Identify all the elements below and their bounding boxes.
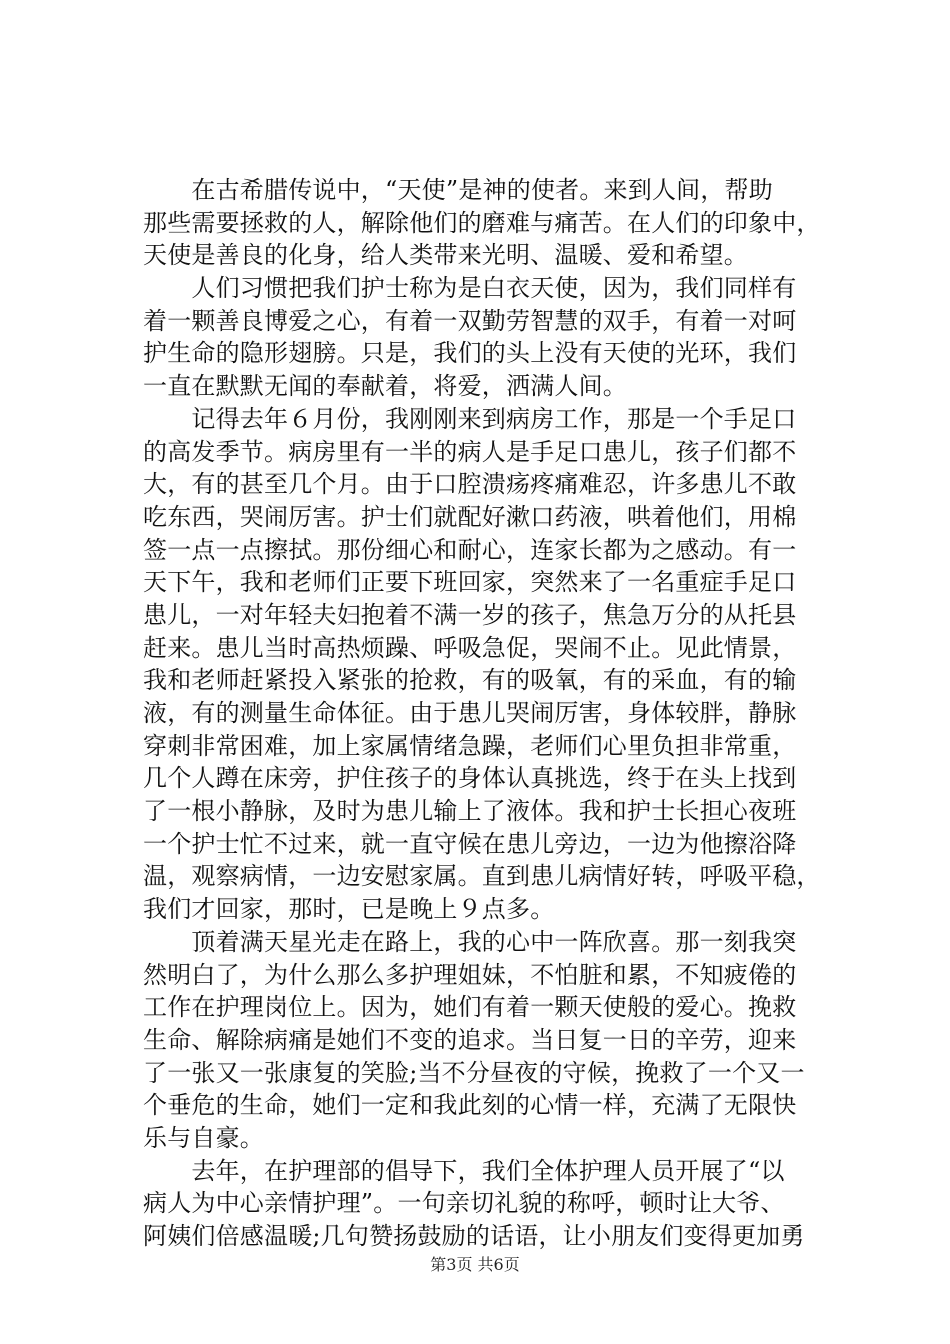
- text-line: 病人为中心亲情护理”。一句亲切礼貌的称呼，顿时让大爷、: [143, 1189, 785, 1218]
- text-line: 穿刺非常困难，加上家属情绪急躁，老师们心里负担非常重，: [143, 731, 797, 760]
- text-line: 工作在护理岗位上。因为，她们有着一颗天使般的爱心。挽救: [143, 993, 797, 1022]
- text-line: 赶来。患儿当时高热烦躁、呼吸急促，哭闹不止。见此情景，: [143, 633, 797, 662]
- text-line: 乐与自豪。: [143, 1123, 264, 1152]
- text-line: 天下午，我和老师们正要下班回家，突然来了一名重症手足口: [143, 568, 797, 597]
- text-line: 签一点一点擦拭。那份细心和耐心，连家长都为之感动。有一: [143, 535, 797, 564]
- text-line: 人们习惯把我们护士称为是白衣天使，因为，我们同样有: [143, 274, 797, 303]
- text-line: 大，有的甚至几个月。由于口腔溃疡疼痛难忍，许多患儿不敢: [143, 470, 797, 499]
- text-line: 天使是善良的化身，给人类带来光明、温暖、爱和希望。: [143, 241, 748, 270]
- text-line: 一直在默默无闻的奉献着，将爱，洒满人间。: [143, 372, 627, 401]
- text-line: 几个人蹲在床旁，护住孩子的身体认真挑选，终于在头上找到: [143, 764, 797, 793]
- text-line: 我们才回家，那时，已是晚上９点多。: [143, 895, 555, 924]
- text-line: 然明白了，为什么那么多护理姐妹，不怕脏和累，不知疲倦的: [143, 960, 797, 989]
- text-line: 一个护士忙不过来，就一直守候在患儿旁边，一边为他擦浴降: [143, 829, 797, 858]
- text-line: 我和老师赶紧投入紧张的抢救，有的吸氧，有的采血，有的输: [143, 666, 797, 695]
- text-line: 去年，在护理部的倡导下，我们全体护理人员开展了“以: [143, 1156, 785, 1185]
- text-line: 的高发季节。病房里有一半的病人是手足口患儿，孩子们都不: [143, 437, 797, 466]
- text-line: 了一张又一张康复的笑脸;当不分昼夜的守候，挽救了一个又一: [143, 1058, 805, 1087]
- text-line: 在古希腊传说中，“天使”是神的使者。来到人间，帮助: [143, 176, 773, 204]
- text-line: 生命、解除病痛是她们不变的追求。当日复一日的辛劳，迎来: [143, 1025, 797, 1054]
- text-line: 吃东西，哭闹厉害。护士们就配好漱口药液，哄着他们，用棉: [143, 502, 797, 531]
- text-line: 护生命的隐形翅膀。只是，我们的头上没有天使的光环，我们: [143, 339, 797, 368]
- text-line: 温，观察病情，一边安慰家属。直到患儿病情好转，呼吸平稳，: [143, 862, 821, 891]
- text-line: 个垂危的生命，她们一定和我此刻的心情一样，充满了无限快: [143, 1091, 797, 1120]
- page-number: 第3页 共6页: [430, 1255, 520, 1274]
- text-line: 那些需要拯救的人，解除他们的磨难与痛苦。在人们的印象中，: [143, 208, 821, 237]
- body-text: [143, 174, 821, 1253]
- text-line: 着一颗善良博爱之心，有着一双勤劳智慧的双手，有着一对呵: [143, 306, 797, 335]
- text-line: 顶着满天星光走在路上，我的心中一阵欣喜。那一刻我突: [143, 927, 797, 956]
- text-line: 患儿，一对年轻夫妇抱着不满一岁的孩子，焦急万分的从托县: [143, 600, 797, 629]
- text-line: 记得去年６月份，我刚刚来到病房工作，那是一个手足口: [143, 404, 797, 433]
- text-line: 了一根小静脉，及时为患儿输上了液体。我和护士长担心夜班: [143, 797, 797, 826]
- text-line: 阿姨们倍感温暖;几句赞扬鼓励的话语，让小朋友们变得更加勇: [143, 1222, 805, 1250]
- text-line: 液，有的测量生命体征。由于患儿哭闹厉害，身体较胖，静脉: [143, 699, 797, 727]
